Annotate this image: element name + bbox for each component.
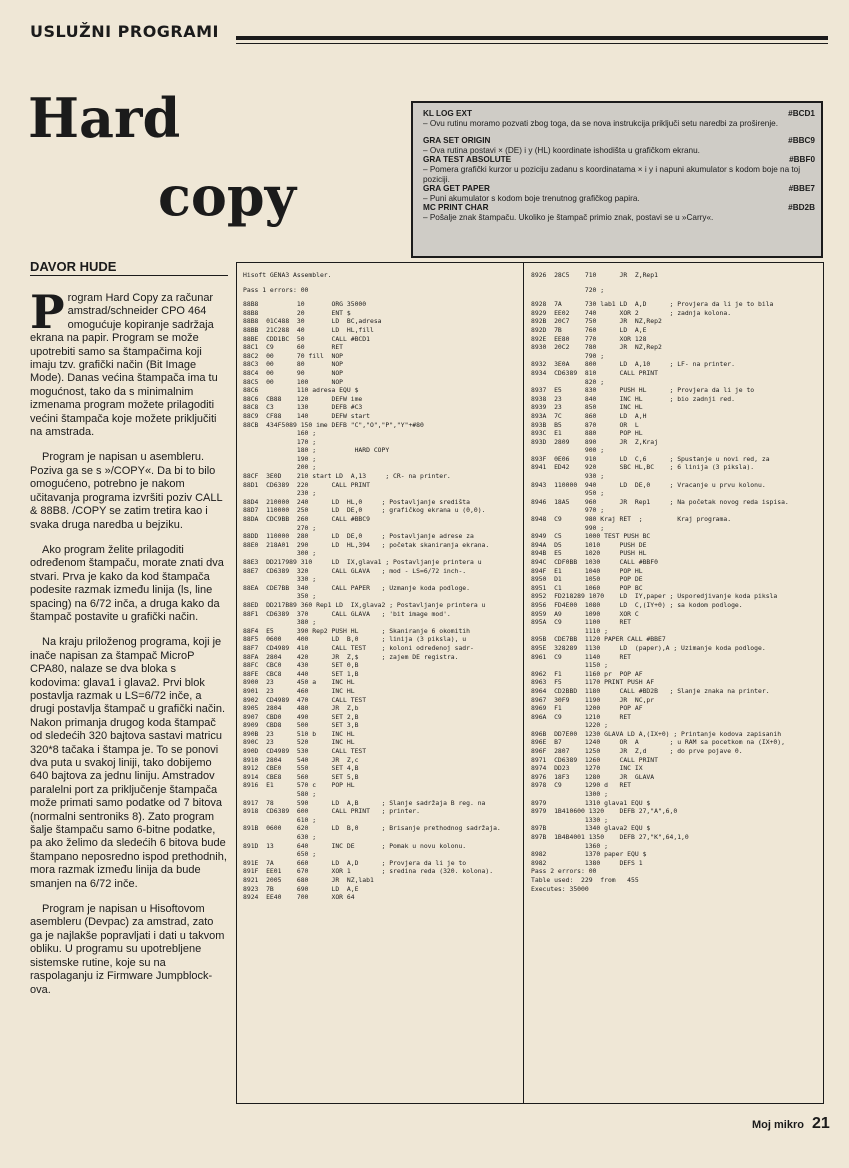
ref-name-row: [423, 136, 815, 146]
ref-addr: #BD2B: [788, 203, 815, 213]
code-line: Hisoft GENA3 Assembler.: [243, 271, 332, 279]
code-line: 8961 C9 1140 RET: [531, 652, 632, 661]
code-line: 88C9 CF88 140 DEFW start: [243, 411, 370, 420]
code-line: 190 ;: [243, 454, 317, 463]
code-line: 893B B5 870 OR L: [531, 420, 639, 429]
code-line: 380 ;: [243, 618, 317, 627]
code-line: 200 ;: [243, 463, 317, 472]
code-line: 8928 7A 730 lab1 LD A,D ; Provjera da li je to bila: [531, 300, 774, 309]
code-line: 1330 ;: [531, 815, 608, 824]
code-line: 300 ;: [243, 549, 317, 558]
paragraph: Ako program želite prilagoditi određenom štampaču, morate znati dva stvari. Prva je kako da kod štampača podesite razmak između linija (ls, line spacing) na 6/72 inča, a druga kako da štampač postavite u grafički način.: [30, 543, 224, 623]
code-line: 88C2 00 70 fill NOP: [243, 351, 344, 360]
code-line: 990 ;: [531, 523, 605, 532]
code-line: 330 ;: [243, 575, 317, 584]
code-line: 891E 7A 660 LD A,D ; Provjera da li je to: [243, 858, 467, 867]
code-line: 930 ;: [531, 472, 605, 481]
code-line: 88EA CDE7BB 340 CALL PAPER ; Uzmanje koda podloge.: [243, 583, 471, 592]
code-line: 1300 ;: [531, 790, 608, 799]
paragraph: Program je napisan u Hisoftovom asembleru (Devpac) za amstrad, zato ga je najlakše popravljati i dati u takvom obliku. U programu su upotrebljene sistemske rutine, koje su na raspolaganju iz Firmware Jumpblock-ova.: [30, 903, 225, 996]
code-line: 8951 C1 1060 POP BC: [531, 583, 643, 592]
code-line: 88FE CBC8 440 SET 1,B: [243, 669, 359, 678]
ref-desc: – Pošalje znak štampaču. Ukoliko je štampač primio znak, postavi se u »Carry«.: [423, 212, 714, 222]
code-line: 896A C9 1210 RET: [531, 712, 632, 721]
code-line: 891F EE01 670 XOR 1 ; sredina reda (320. kolona).: [243, 867, 494, 876]
code-line: 88BB 21C288 40 LD HL,fill: [243, 325, 374, 334]
code-line: 8974 DD23 1270 INC IX: [531, 764, 643, 773]
code-line: 8982 1380 DEFS 1: [531, 858, 643, 867]
code-line: 892B 20C7 750 JR NZ,Rep2: [531, 317, 662, 326]
code-line: Table used: 229 from 455: [531, 875, 639, 884]
code-line: 897B 1B4B4001 1350 DEFB 27,"K",64,1,0: [531, 833, 689, 841]
code-line: 8978 C9 1290 d RET: [531, 781, 632, 790]
code-line: 8952 FD218289 1070 LD IY,paper ; Usporedjivanje koda piksla: [531, 592, 778, 601]
code-line: 8900 23 450 a INC HL: [243, 678, 355, 687]
ref-name: GRA GET PAPER: [423, 184, 490, 194]
code-line: 894A D5 1010 PUSH DE: [531, 540, 647, 549]
code-line: 8938 23 840 INC HL ; bio zadnji red.: [531, 394, 735, 403]
code-line: 8939 23 850 INC HL: [531, 403, 643, 412]
code-line: 88CB 434F5089 150 ime DEFB "C","O","P","Y"+#80: [243, 420, 424, 429]
ref-name-row: [423, 203, 815, 213]
code-line: 8962 F1 1160 pr POP AF: [531, 669, 643, 678]
code-line: 8914 CBE8 560 SET 5,B: [243, 772, 359, 781]
code-line: 8923 7B 690 LD A,E: [243, 884, 359, 893]
ref-addr: #BCD1: [788, 109, 815, 118]
code-line: 8910 2804 540 JR Z,c: [243, 755, 359, 764]
code-line: 720 ;: [531, 285, 605, 294]
code-line: 8949 C5 1000 TEST PUSH BC: [531, 532, 651, 541]
listing-column-right: [531, 271, 789, 893]
code-line: 890D CD4989 530 CALL TEST: [243, 747, 367, 756]
code-line: 896B DD7E00 1230 GLAVA LD A,(IX+0) ; Printanje kodova zapisanih: [531, 729, 782, 738]
ref-desc: – Puni akumulator s kodom boje trenutnog grafičkog papira.: [423, 193, 640, 203]
code-line: 88E7 CD6389 320 CALL GLAVA ; mod - LS=6/72 inch-.: [243, 566, 467, 575]
ref-desc: – Ovu rutinu moramo pozvati zbog toga, da se nova instrukcija priključi setu naredbi za proširenje.: [423, 118, 778, 128]
code-line: 630 ;: [243, 833, 317, 841]
code-line: 896F 2807 1250 JR Z,d ; do prve pojave 0.: [531, 747, 743, 756]
code-line: 8909 CBD8 500 SET 3,B: [243, 721, 359, 730]
code-line: 8976 18F3 1280 JR GLAVA: [531, 772, 655, 781]
code-line: 8950 D1 1050 POP DE: [531, 575, 643, 584]
ref-name: MC PRINT CHAR: [423, 203, 489, 213]
code-line: 8932 3E0A 800 LD A,10 ; LF- na printer.: [531, 360, 735, 369]
ref-name-row: [423, 109, 815, 119]
code-line: 8964 CD2BBD 1180 CALL #BD2B ; Slanje znaka na printer.: [531, 686, 770, 695]
code-line: 891D 13 640 INC DE ; Pomak u novu kolonu.: [243, 841, 467, 850]
code-line: 897B 1340 glava2 EQU $: [531, 824, 651, 833]
code-line: 895E 328289 1130 LD (paper),A ; Uzimanje koda podloge.: [531, 643, 766, 652]
code-line: 88CF 3E0D 210 start LD A,13 ; CR- na printer.: [243, 472, 451, 481]
code-line: 650 ;: [243, 850, 317, 859]
code-line: 580 ;: [243, 790, 317, 799]
code-line: 8967 30F9 1190 JR NC,pr: [531, 695, 655, 704]
firmware-reference-box: [411, 101, 823, 258]
code-line: 88DD 110000 280 LD DE,0 ; Postavljanje adrese za: [243, 532, 474, 541]
code-line: 8926 28C5 710 JR Z,Rep1: [531, 271, 658, 279]
code-line: 8979 1310 glava1 EQU $: [531, 798, 651, 807]
code-line: 8946 18A5 960 JR Rep1 ; Na početak novog reda ispisa.: [531, 497, 789, 506]
code-line: 8943 110000 940 LD DE,0 ; Vracanje u prvu kolonu.: [531, 480, 766, 489]
code-line: 88B8 20 ENT $: [243, 308, 351, 317]
code-line: 896E B7 1240 OR A ; u RAM sa pocetkom na (IX+0),: [531, 738, 785, 747]
code-line: Pass 1 errors: 00: [243, 285, 309, 294]
code-line: 8971 CD6389 1260 CALL PRINT: [531, 755, 658, 764]
code-line: 8918 CD6389 600 CALL PRINT ; printer.: [243, 807, 420, 816]
code-line: 88B8 01C488 30 LD BC,adresa: [243, 317, 382, 326]
page-number: 21: [812, 1115, 830, 1132]
code-line: 1220 ;: [531, 721, 608, 730]
code-line: 88C8 C3 130 DEFB #C3: [243, 403, 363, 412]
code-line: 8963 F5 1170 PRINT PUSH AF: [531, 678, 655, 687]
code-line: 1360 ;: [531, 841, 608, 850]
code-line: 894F E1 1040 POP HL: [531, 566, 643, 575]
code-line: 895B CDE7BB 1120 PAPER CALL #BBE7: [531, 635, 666, 644]
code-line: 88C1 C9 60 RET: [243, 343, 344, 352]
title-line-1: Hard: [28, 86, 181, 150]
code-line: 610 ;: [243, 815, 317, 824]
code-line: 88F5 0600 400 LD B,0 ; linija (3 piksla), u: [243, 635, 467, 644]
paragraph: Na kraju priloženog programa, koji je inače napisan za štampač MicroP CPA80, nalaze se dva bloka s kodovima: glava1 i glava2. Prvi blok postavlja razmak u LS=6/72 inče, a drugi postavlja štampač u grafički način. Nakon primanja drugog koda štampač od sledećih 320 bajtova sastavi matricu 320*8 tačaka i štampa je. To se ponovi dva puta u svakoj liniji, tako dobijemo 640 bajtova za jednu liniju. Amstradov paralelni port za priključenje štampača može primati samo podatke od 7 bitova (normalni sentroniks 8). Zato program šalje štampaču samo 6-bitne podatke, pa ako želimo da sledećih 6 bitova bude štampano neposredno ispod prethodnih, mora razmak između linija da bude smanjen na 6/72 inče.: [30, 636, 227, 890]
listing-column-left: [243, 271, 501, 902]
code-line: 8934 CD6389 810 CALL PRINT: [531, 368, 658, 377]
code-line: 8921 2005 680 JR NZ,lab1: [243, 875, 374, 884]
code-line: 894B E5 1020 PUSH HL: [531, 549, 647, 558]
listing-column-divider: [523, 263, 524, 1103]
ref-addr: #BBF0: [789, 155, 815, 165]
code-line: 88BE CDD1BC 50 CALL #BCD1: [243, 334, 370, 343]
ref-addr: #BBC9: [788, 136, 815, 146]
code-line: 270 ;: [243, 523, 317, 532]
code-line: 893F 0E06 910 LD C,6 ; Spustanje u novi red, za: [531, 454, 770, 463]
magazine-name: Moj mikro: [752, 1119, 804, 1131]
paragraph: [30, 285, 228, 439]
code-line: 88FC CBC0 430 SET 0,B: [243, 661, 359, 670]
code-line: 1150 ;: [531, 661, 608, 670]
code-line: 8912 CBE0 550 SET 4,B: [243, 764, 359, 773]
code-line: 8929 EE02 740 XOR 2 ; zadnja kolona.: [531, 308, 732, 317]
section-header: USLUŽNI PROGRAMI: [30, 22, 220, 41]
code-line: 8917 78 590 LD A,B ; Slanje sadržaja B reg. na: [243, 798, 486, 807]
assembler-listing: [236, 262, 824, 1104]
code-line: 890B 23 510 b INC HL: [243, 729, 355, 738]
ref-desc: – Ova rutina postavi × (DE) i y (HL) koordinate ishodišta u grafičkom ekranu.: [423, 145, 700, 155]
code-line: 893C E1 880 POP HL: [531, 429, 643, 438]
code-line: 88E3 DD217989 310 LD IX,glava1 ; Postavljanje printera u: [243, 558, 482, 566]
code-line: 8956 FD4E00 1080 LD C,(IY+0) ; sa kodom podloge.: [531, 600, 743, 609]
code-line: Pass 2 errors: 00: [531, 867, 597, 876]
paragraph: Program je napisan u asembleru. Poziva ga se s »/COPY«. Da bi to bilo omogućeno, potrebno je nakom učitavanja programa izvršiti poziv CALL & 88B8. /COPY se zatim tretira kao i svaka druga naredba u bejziku.: [30, 451, 223, 531]
ref-name-row: [423, 155, 815, 165]
code-line: 892E EE80 770 XOR 128: [531, 334, 647, 343]
code-line: 88C6 110 adresa EQU $: [243, 386, 359, 395]
code-line: 88B8 10 ORG 35000: [243, 300, 367, 309]
code-line: 88F7 CD4989 410 CALL TEST ; koloni određenoj sadr-: [243, 643, 474, 652]
drop-cap: P: [30, 285, 65, 339]
code-line: 230 ;: [243, 489, 317, 498]
ref-addr: #BBE7: [788, 184, 815, 194]
code-line: 88C4 00 90 NOP: [243, 368, 344, 377]
paragraph-text: rogram Hard Copy za računar amstrad/schneider CPO 464 omogućuje kopiranje sadržaja ekrana na papir. Program se može upotrebiti samo sa štampačima koji imaju tzv. grafički način (Bit Image Mode). Danas većina štampača ima tu mogućnost, tako da s minimalnim izmenama program možete prilagoditi većini štampača koje možete priključiti na amstrada.: [30, 292, 218, 439]
code-line: 88F1 CD6389 370 CALL GLAVA ; 'bit image mod'.: [243, 609, 451, 618]
code-line: 893A 7C 860 LD A,H: [531, 411, 647, 420]
code-line: 8907 CBD0 490 SET 2,B: [243, 712, 359, 721]
code-line: 1110 ;: [531, 626, 608, 635]
code-line: 900 ;: [531, 446, 605, 455]
code-line: 892D 7B 760 LD A,E: [531, 325, 647, 334]
ref-name: GRA SET ORIGIN: [423, 136, 491, 146]
author-name: DAVOR HUDE: [30, 259, 117, 274]
code-line: 950 ;: [531, 489, 605, 498]
ref-desc: – Pomera grafički kurzor u poziciju zadanu s koordinatama × i y i napuni akumulator s kodom boje na toj poziciji.: [423, 164, 801, 184]
code-line: 88F4 E5 390 Rep2 PUSH HL ; Skaniranje 6 okomitih: [243, 626, 471, 635]
title-line-2: copy: [158, 164, 297, 228]
code-line: 8924 EE40 700 XOR 64: [243, 893, 355, 902]
code-line: 820 ;: [531, 377, 605, 386]
code-line: 88D4 210000 240 LD HL,0 ; Postavljanje središta: [243, 497, 471, 506]
code-line: 180 ; HARD COPY: [243, 446, 390, 455]
code-line: 894C CDF0BB 1030 CALL #BBF0: [531, 558, 658, 566]
code-line: 895A C9 1100 RET: [531, 618, 632, 627]
code-line: 8969 F1 1200 POP AF: [531, 704, 643, 713]
article-body: [30, 285, 228, 1009]
ref-name: KL LOG EXT: [423, 109, 472, 118]
ref-name-row: [423, 184, 815, 194]
code-line: 790 ;: [531, 351, 605, 360]
code-line: 88D7 110000 250 LD DE,0 ; grafičkog ekrana u (0,0).: [243, 506, 486, 515]
code-line: 8948 C9 980 Kraj RET ; Kraj programa.: [531, 515, 732, 524]
code-line: 8916 E1 570 c POP HL: [243, 781, 355, 790]
code-line: 890C 23 520 INC HL: [243, 738, 355, 747]
code-line: 8930 20C2 780 JR NZ,Rep2: [531, 343, 662, 352]
code-line: 88ED DD217B89 360 Rep1 LD IX,glava2 ; Postavljanje printera u: [243, 600, 486, 609]
code-line: 8902 CD4989 470 CALL TEST: [243, 695, 367, 704]
code-line: 88E0 218A01 290 LD HL,394 ; početak skaniranja ekrana.: [243, 540, 490, 549]
code-line: 160 ;: [243, 429, 317, 438]
code-line: 970 ;: [531, 506, 605, 515]
code-line: 8901 23 460 INC HL: [243, 686, 355, 695]
code-line: 891B 0600 620 LD B,0 ; Brisanje prethodnog sadržaja.: [243, 824, 501, 833]
code-line: 8959 A9 1090 XOR C: [531, 609, 639, 618]
code-line: 8979 1B410600 1320 DEFB 27,"A",6,0: [531, 807, 678, 816]
code-line: 88C5 00 100 NOP: [243, 377, 344, 386]
code-line: 350 ;: [243, 592, 317, 601]
code-line: 88FA 2804 420 JR Z,$ ; zajem DE registra.: [243, 652, 459, 661]
code-line: 88DA CDC9BB 260 CALL #BBC9: [243, 515, 370, 524]
code-line: 893D 2809 890 JR Z,Kraj: [531, 437, 658, 446]
code-line: 170 ;: [243, 437, 317, 446]
author-rule: [30, 275, 228, 276]
code-line: 8937 E5 830 PUSH HL ; Provjera da li je to: [531, 386, 755, 395]
header-rule: [236, 36, 828, 40]
code-line: 88C3 00 80 NOP: [243, 360, 344, 369]
code-line: 88D1 CD6389 220 CALL PRINT: [243, 480, 370, 489]
ref-name: GRA TEST ABSOLUTE: [423, 155, 512, 165]
code-line: 8905 2804 480 JR Z,b: [243, 704, 359, 713]
header-rule-thin: [236, 43, 828, 44]
code-line: 8941 ED42 920 SBC HL,BC ; 6 linija (3 piksla).: [531, 463, 755, 472]
code-line: 8982 1370 paper EQU $: [531, 850, 647, 859]
code-line: Executes: 35000: [531, 884, 589, 893]
code-line: 88C6 CB88 120 DEFW ime: [243, 394, 363, 403]
